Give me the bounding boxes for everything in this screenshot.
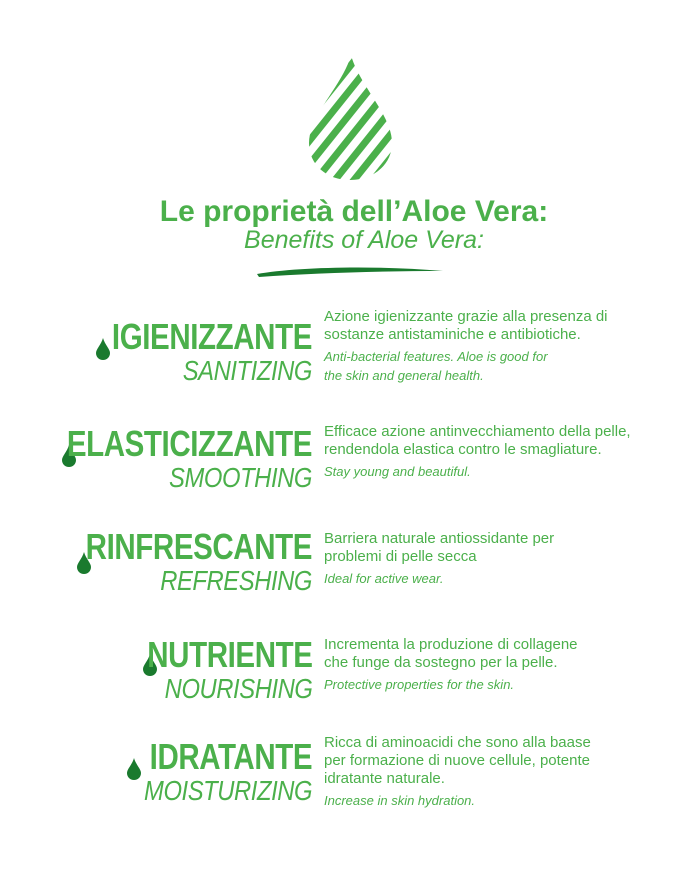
description-it: Azione igienizzante grazie alla presenza di sostanze antistaminiche e antibiotiche.: [324, 308, 608, 343]
striped-drop-logo: [307, 55, 392, 180]
benefit-row-sanitizing: [0, 306, 700, 396]
benefit-heading: [111, 636, 313, 704]
benefit-name-en: REFRESHING: [160, 565, 312, 596]
benefit-description: [324, 636, 694, 694]
description-it: Barriera naturale antiossidante per problemi di pelle secca: [324, 530, 555, 565]
benefit-name-it: ELASTICIZZANTE: [66, 423, 312, 464]
description-en: Ideal for active wear.: [324, 571, 444, 586]
benefit-name-it: RINFRESCANTE: [85, 526, 312, 567]
benefit-row-smoothing: [0, 421, 700, 511]
description-it: Efficace azione antinvecchiamento della pelle, rendendola elastica contro le smagliature.: [324, 423, 631, 458]
page-title: Le proprietà dell’Aloe Vera:: [159, 195, 549, 228]
description-en: Protective properties for the skin.: [324, 677, 515, 692]
benefit-row-refreshing: [0, 528, 700, 618]
description-en: Increase in skin hydration.: [324, 793, 476, 808]
benefit-description: [324, 734, 694, 810]
benefit-heading: [36, 528, 312, 596]
brush-stroke-divider: [255, 265, 445, 279]
description-it: Ricca di aminoacidi che sono alla baase per formazione di nuove cellule, potente idratante naturale.: [324, 734, 591, 787]
benefit-name-en: SANITIZING: [182, 355, 312, 386]
benefit-heading: [68, 318, 312, 386]
description-en: Stay young and beautiful.: [324, 464, 471, 479]
benefit-description: [324, 530, 694, 588]
benefit-description: [324, 308, 694, 385]
page-subtitle: Benefits of Aloe Vera:: [244, 226, 484, 254]
description-it: Incrementa la produzione di collagene che funge da sostegno per la pelle.: [324, 636, 578, 671]
benefit-heading: [114, 738, 312, 806]
benefit-row-nourishing: [0, 634, 700, 724]
benefit-name-it: IDRATANTE: [149, 736, 312, 777]
benefit-heading: [13, 425, 312, 493]
benefit-name-en: MOISTURIZING: [143, 775, 312, 806]
benefit-name-it: IGIENIZZANTE: [111, 316, 312, 357]
description-en: Anti-bacterial features. Aloe is good for the skin and general health.: [324, 349, 548, 383]
benefit-description: [324, 423, 694, 481]
benefit-row-moisturizing: [0, 732, 700, 822]
benefit-name-en: NOURISHING: [164, 673, 312, 704]
benefit-name-en: SMOOTHING: [169, 462, 312, 493]
benefit-name-it: NUTRIENTE: [146, 634, 312, 675]
